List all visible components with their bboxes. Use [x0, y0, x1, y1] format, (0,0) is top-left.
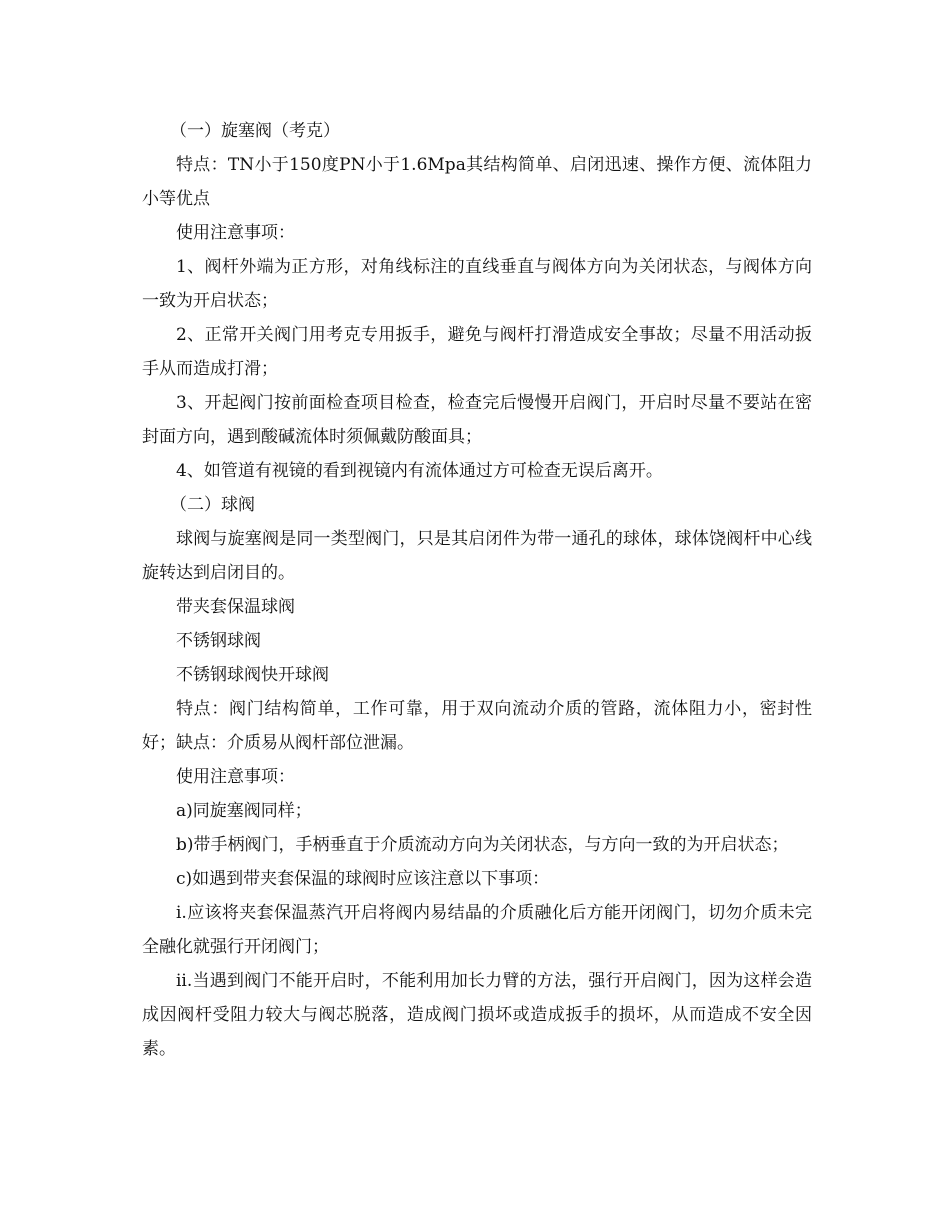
paragraph-ball-valve-note-c-ii: ii.当遇到阀门不能开启时，不能利用加长力臂的方法，强行开启阀门，因为这样会造成因阀杆受阻力较大与阀芯脱落，造成阀门损坏或造成扳手的损坏，从而造成不安全因素。: [142, 971, 812, 1059]
paragraph-ball-valve-note-b: b)带手柄阀门，手柄垂直于介质流动方向为关闭状态，与方向一致的为开启状态；: [176, 835, 789, 855]
paragraph-plug-valve-note-3: 3、开起阀门按前面检查项目检查，检查完后慢慢开启阀门，开启时尽量不要站在密封面方向，遇到酸碱流体时须佩戴防酸面具；: [142, 393, 812, 447]
paragraph-plug-valve-note-4: 4、如管道有视镜的看到视镜内有流体通过方可检查无误后离开。: [176, 461, 663, 481]
paragraph-stainless-quick-open-ball-valve: 不锈钢球阀快开球阀: [176, 665, 329, 685]
paragraph-jacketed-ball-valve: 带夹套保温球阀: [176, 597, 295, 617]
paragraph-stainless-ball-valve: 不锈钢球阀: [176, 631, 261, 651]
paragraph-ball-valve-note-c-i: i.应该将夹套保温蒸汽开启将阀内易结晶的介质融化后方能开闭阀门，切勿介质未完全融化就强行开闭阀门；: [142, 903, 812, 957]
paragraph-plug-valve-note-1: 1、阀杆外端为正方形，对角线标注的直线垂直与阀体方向为关闭状态，与阀体方向一致为开启状态；: [142, 257, 812, 311]
paragraph-plug-valve-features: 特点：TN小于150度PN小于1.6Mpa其结构简单、启闭迅速、操作方便、流体阻力小等优点: [142, 155, 812, 209]
section-heading-plug-valve: （一）旋塞阀（考克）: [170, 121, 340, 141]
section-heading-ball-valve: （二）球阀: [170, 495, 255, 515]
paragraph-ball-valve-note-a: a)同旋塞阀同样；: [176, 801, 312, 821]
paragraph-ball-valve-note-c: c)如遇到带夹套保温的球阀时应该注意以下事项：: [176, 869, 550, 889]
paragraph-usage-notes-label: 使用注意事项：: [176, 223, 295, 243]
paragraph-plug-valve-note-2: 2、正常开关阀门用考克专用扳手，避免与阀杆打滑造成安全事故；尽量不用活动扳手从而造成打滑；: [142, 325, 812, 379]
paragraph-ball-valve-description: 球阀与旋塞阀是同一类型阀门，只是其启闭件为带一通孔的球体，球体饶阀杆中心线旋转达到启闭目的。: [142, 529, 812, 583]
document-page: [142, 114, 812, 1066]
paragraph-ball-valve-usage-label: 使用注意事项：: [176, 767, 295, 787]
paragraph-ball-valve-features: 特点：阀门结构简单，工作可靠，用于双向流动介质的管路，流体阻力小，密封性好；缺点：介质易从阀杆部位泄漏。: [142, 699, 812, 753]
